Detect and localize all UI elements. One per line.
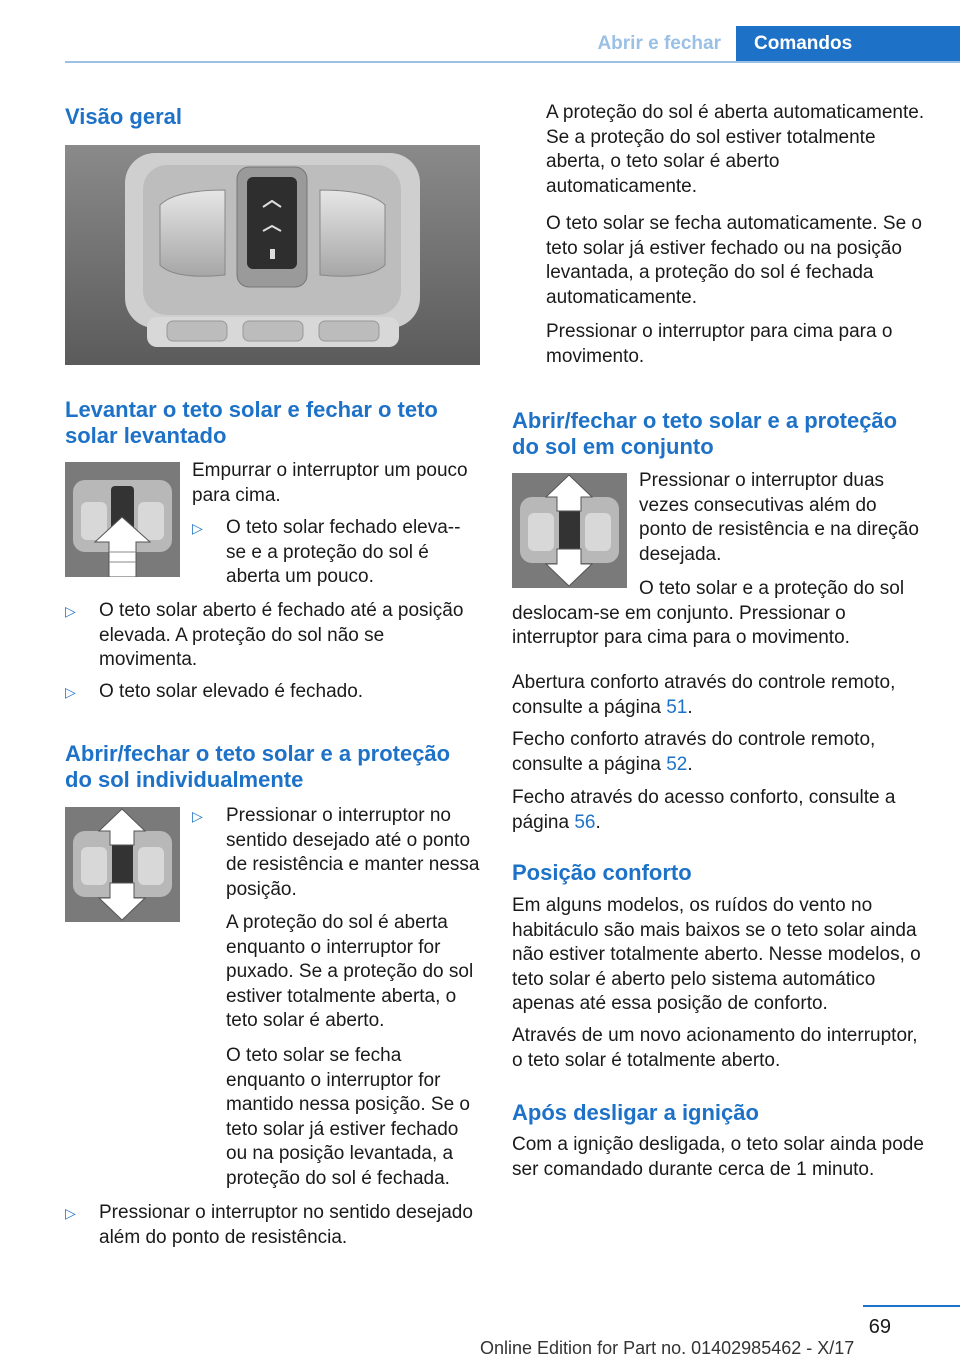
list-item-text: O teto solar aberto é fechado até a posição elevada. A proteção do sol não se movimenta. — [99, 600, 464, 670]
list-item — [65, 1201, 480, 1251]
triangle-right-icon: ▷ — [192, 808, 203, 824]
comfort-access-text: Fecho através do acesso conforto, consulte a página — [512, 787, 896, 833]
triangle-right-icon: ▷ — [65, 603, 76, 619]
list-item — [65, 680, 480, 706]
comfort-open-paragraph: Abertura conforto através do controle remoto, consulte a página 51. — [512, 672, 896, 718]
individual-paragraph-2: O teto solar se fecha enquanto o interruptor for mantido nessa posição. Se o teto solar já estiver fechado ou na posição levantada, a proteção do sol é fechada. — [226, 1045, 470, 1189]
list-item-text: Pressionar o interruptor no sentido desejado além do ponto de resistência. — [99, 1202, 473, 1248]
comfort-position-paragraph-1: Em alguns modelos, os ruídos do vento no habitáculo são mais baixos se o teto solar ainda não estiver totalmente aberto. Nesse modelos, o teto solar é aberto pelo sistema automático apenas até essa posição de conforto. — [512, 895, 921, 1014]
online-edition: Online Edition for Part no. 01402985462 - X/17 — [480, 1338, 855, 1358]
comfort-position-paragraph-2: Através de um novo acionamento do interruptor, o teto solar é totalmente aberto. — [512, 1025, 918, 1071]
comfort-access-paragraph: Fecho através do acesso conforto, consulte a página 56. — [512, 787, 896, 833]
page-link-52[interactable]: 52 — [666, 753, 688, 775]
heading-lift: Levantar o teto solar e fechar o teto solar levantado — [65, 397, 438, 448]
switch-updown-image — [512, 473, 627, 588]
triangle-right-icon: ▷ — [192, 520, 203, 536]
header-chapter: Comandos — [736, 26, 960, 62]
switch-updown-image — [65, 807, 180, 922]
header-divider — [65, 61, 960, 63]
heading-after-ignition: Após desligar a ignição — [512, 1100, 759, 1125]
list-item — [192, 516, 480, 591]
together-paragraph-1: Pressionar o interruptor duas vezes consecutivas além do ponto de resistência e na direção desejada. — [639, 470, 919, 565]
individual-paragraph-1: A proteção do sol é aberta enquanto o interruptor for puxado. Se a proteção do sol estiver totalmente aberta, o teto solar é aberto. — [226, 912, 474, 1031]
roof-console-image — [65, 145, 480, 365]
continued-paragraph-1: A proteção do sol é aberta automaticamente. Se a proteção do sol estiver totalmente aberta, o teto solar é aberto automaticamente. — [546, 102, 925, 197]
heading-individual: Abrir/fechar o teto solar e a proteção do sol individualmente — [65, 741, 451, 792]
continued-paragraph-3: Pressionar o interruptor para cima para o movimento. — [546, 321, 893, 367]
after-ignition-paragraph: Com a ignição desligada, o teto solar ainda pode ser comandado durante cerca de 1 minuto. — [512, 1134, 924, 1180]
heading-overview: Visão geral — [65, 104, 182, 129]
header-section: Abrir e fechar — [597, 33, 721, 54]
comfort-open-text: Abertura conforto através do controle remoto, consulte a página — [512, 672, 896, 718]
heading-comfort-position: Posição conforto — [512, 860, 692, 885]
page-link-56[interactable]: 56 — [574, 811, 596, 833]
page-link-51[interactable]: 51 — [666, 696, 688, 718]
list-item-text: Pressionar o interruptor no sentido desejado até o ponto de resistência e manter nessa posição. — [226, 805, 480, 900]
heading-together: Abrir/fechar o teto solar e a proteção do sol em conjunto — [512, 408, 898, 459]
list-item-text: O teto solar fechado eleva--se e a proteção do sol é aberta um pouco. — [226, 517, 461, 587]
triangle-right-icon: ▷ — [65, 684, 76, 700]
list-item-text: O teto solar elevado é fechado. — [99, 681, 364, 702]
footer-divider — [863, 1305, 960, 1307]
continued-paragraph-2: O teto solar se fecha automaticamente. Se o teto solar já estiver fechado ou na posição levantada, a proteção do sol é fechada automaticamente. — [546, 213, 922, 308]
comfort-close-paragraph: Fecho conforto através do controle remoto, consulte a página 52. — [512, 729, 876, 775]
switch-up-image — [65, 462, 180, 577]
list-item — [65, 599, 480, 674]
comfort-close-text: Fecho conforto através do controle remoto, consulte a página — [512, 729, 876, 775]
triangle-right-icon: ▷ — [65, 1205, 76, 1221]
together-paragraph-2: O teto solar e a proteção do sol deslocam-se em conjunto. Pressionar o interruptor para cima para o movimento. — [512, 578, 905, 648]
lift-intro: Empurrar o interruptor um pouco para cima. — [192, 460, 468, 506]
list-item — [192, 804, 480, 904]
page-number: 69 — [868, 1316, 891, 1338]
